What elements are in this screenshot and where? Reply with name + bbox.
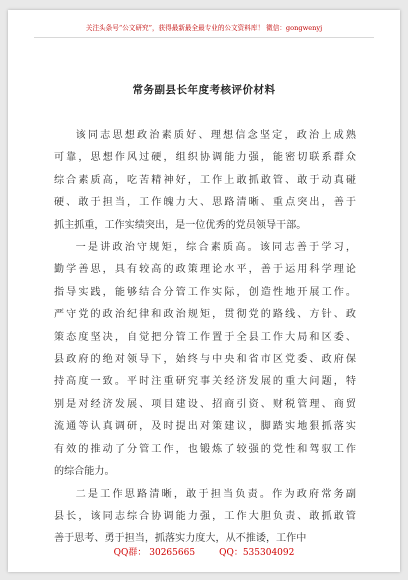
paragraph: [54, 125, 356, 237]
text-line: 综合素质高，吃苦精神好，工作上敢抓敢管、敢于动真碰: [54, 174, 356, 186]
text-line: 策态度坚决，自觉把分管工作置于全县工作大局和区委、: [54, 331, 356, 343]
header-banner: 关注头条号“公文研究”，获得最新最全最专业的公文资料库！ 微信：gongwenyj: [85, 24, 323, 32]
text-line: 一是讲政治守规矩，综合素质高。该同志善于学习，: [54, 242, 356, 254]
document-page: [8, 10, 400, 572]
text-line: 可靠，思想作风过硬，组织协调能力强，能密切联系群众: [54, 152, 356, 164]
text-line: 别是对经济发展、项目建设、招商引资、财税管理、商贸: [54, 398, 356, 410]
text-line: 善于思考、勇于担当，抓落实力度大，从不推诿，工作中: [54, 533, 307, 545]
paragraph: [54, 484, 356, 551]
text-line: 该同志思想政治素质好、理想信念坚定，政治上成熟: [54, 130, 356, 141]
text-line: 持高度一致。平时注重研究事关经济发展的重大问题，特: [54, 376, 356, 388]
text-line: 有效的推动了分管工作，也锻炼了较强的党性和驾驭工作: [54, 443, 356, 455]
text-line: 县政府的绝对领导下，始终与中央和省市区党委、政府保: [54, 354, 356, 366]
text-line: 流通等认真调研，及时提出对策建议，脚踏实地狠抓落实: [54, 421, 356, 433]
text-line: 二是工作思路清晰，敢于担当负责。作为政府常务副: [54, 488, 356, 500]
document-title: 常务副县长年度考核评价材料: [132, 84, 276, 96]
text-line: 硬、敢于担当，工作魄力大、思路清晰、重点突出，善于: [54, 197, 356, 209]
footer-qq-number: QQ：535304092: [219, 548, 295, 558]
text-line: 的综合能力。: [54, 466, 115, 478]
text-line: 指导实践，能够结合分管工作实际，创造性地开展工作。: [54, 286, 356, 298]
text-line: 勤学善思，具有较高的政策理论水平，善于运用科学理论: [54, 264, 356, 276]
text-line: 抓主抓重，工作实绩突出，是一位优秀的党员领导干部。: [54, 219, 307, 231]
paragraph: [54, 237, 356, 483]
footer-qq-group: QQ群： 30265665: [113, 548, 196, 558]
document-body: [54, 125, 356, 551]
text-line: 严守党的政治纪律和政治规矩，贯彻党的路线、方针、政: [54, 309, 356, 321]
header-divider: [34, 37, 374, 38]
footer-contact: [8, 545, 400, 558]
text-line: 县长，该同志综合协调能力强，工作大胆负责、敢抓敢管: [54, 510, 356, 522]
